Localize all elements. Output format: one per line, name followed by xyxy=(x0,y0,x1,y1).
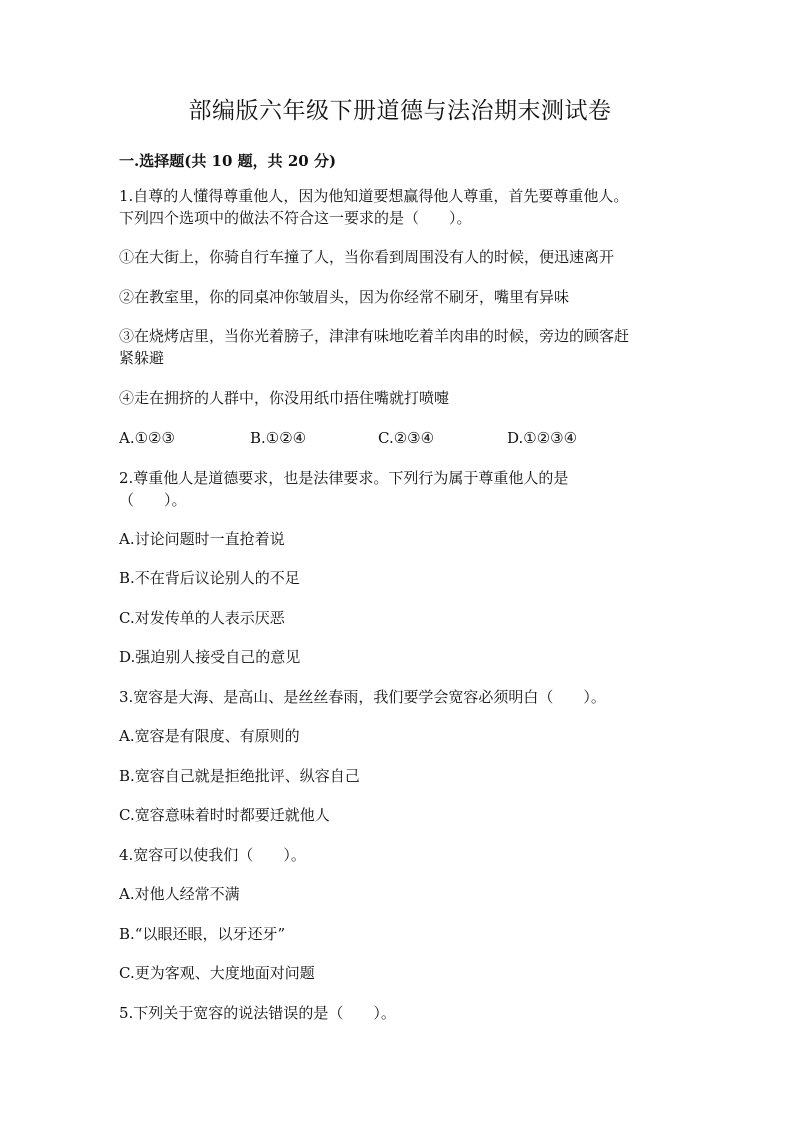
question-1-option-d: D.①②③④ xyxy=(507,429,578,447)
question-2-option-d: D.强迫别人接受自己的意见 xyxy=(119,648,301,666)
question-3-option-c: C.宽容意味着时时都要迁就他人 xyxy=(119,806,330,824)
question-2-text: 2.尊重他人是道德要求，也是法律要求。下列行为属于尊重他人的是 xyxy=(119,469,569,487)
question-3-option-a: A.宽容是有限度、有原则的 xyxy=(119,727,300,745)
question-1-option-c: C.②③④ xyxy=(378,429,435,447)
question-2-option-c: C.对发传单的人表示厌恶 xyxy=(119,609,285,627)
question-1-item-3-cont: 紧躲避 xyxy=(119,349,165,367)
question-1-text-cont: 下列四个选项中的做法不符合这一要求的是（ ）。 xyxy=(119,209,472,227)
question-1-item-4: ④走在拥挤的人群中，你没用纸巾捂住嘴就打喷嚏 xyxy=(119,389,450,407)
question-4-option-b: B.“以眼还眼，以牙还牙” xyxy=(119,925,286,943)
question-2-option-a: A.讨论问题时一直抢着说 xyxy=(119,530,285,548)
question-2-text-cont: （ ）。 xyxy=(119,491,187,509)
question-1-item-2: ②在教室里，你的同桌冲你皱眉头，因为你经常不刷牙，嘴里有异味 xyxy=(119,288,570,306)
section-heading: 一.选择题(共 10 题，共 20 分) xyxy=(119,152,337,170)
question-2-option-b: B.不在背后议论别人的不足 xyxy=(119,569,300,587)
question-1-text: 1.自尊的人懂得尊重他人，因为他知道要想赢得他人尊重，首先要尊重他人。 xyxy=(119,187,629,205)
question-4-option-a: A.对他人经常不满 xyxy=(119,885,240,903)
question-1-item-1: ①在大街上，你骑自行车撞了人，当你看到周围没有人的时候，便迅速离开 xyxy=(119,248,615,266)
question-1-item-3: ③在烧烤店里，当你光着膀子，津津有味地吃着羊肉串的时候，旁边的顾客赶 xyxy=(119,327,630,345)
question-3-option-b: B.宽容自己就是拒绝批评、纵容自己 xyxy=(119,767,360,785)
question-3-text: 3.宽容是大海、是高山、是丝丝春雨，我们要学会宽容必须明白（ ）。 xyxy=(119,688,606,706)
question-5-text: 5.下列关于宽容的说法错误的是（ ）。 xyxy=(119,1004,396,1022)
page-title: 部编版六年级下册道德与法治期末测试卷 xyxy=(188,98,612,124)
question-4-text: 4.宽容可以使我们（ ）。 xyxy=(119,846,306,864)
question-4-option-c: C.更为客观、大度地面对问题 xyxy=(119,964,315,982)
question-1-option-b: B.①②④ xyxy=(250,429,307,447)
question-1-option-a: A.①②③ xyxy=(119,429,175,447)
